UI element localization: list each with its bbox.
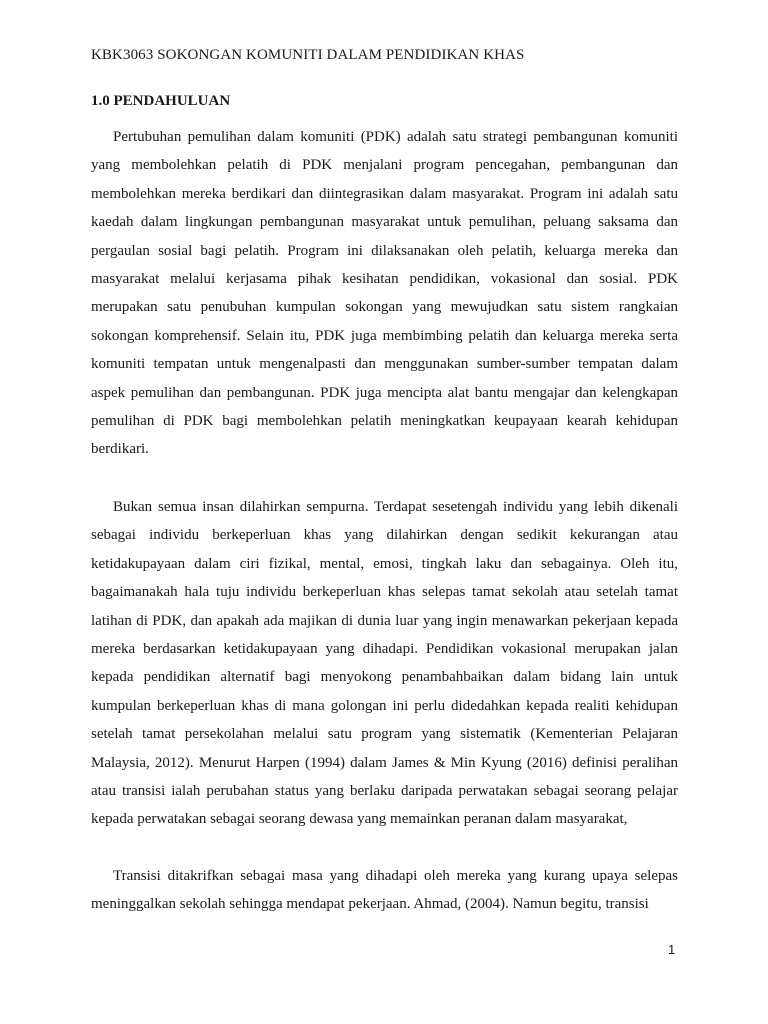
paragraph-2: Bukan semua insan dilahirkan sempurna. Terdapat sesetengah individu yang lebih dikenali sebagai individu berkeperluan khas yang dilahirkan dengan sedikit kekurangan atau ketidakupayaan dalam ciri fizikal, mental, emosi, tingkah laku dan sebagainya. Oleh itu, bagaimanakah hala tuju individu berkeperluan khas selepas tamat sekolah atau setelah tamat latihan di PDK, dan apakah ada majikan di dunia luar yang ingin menawarkan pekerjaan kepada mereka berdasarkan ketidakupayaan yang dihadapi. Pendidikan vokasional merupakan jalan kepada pendidikan alternatif bagi menyokong penambahbaikan dalam bidang lain untuk kumpulan berkeperluan khas di mana golongan ini perlu didedahkan kepada realiti kehidupan setelah tamat persekolahan melalui satu program yang sistematik (Kementerian Pelajaran Malaysia, 2012). Menurut Harpen (1994) dalam James & Min Kyung (2016) definisi peralihan atau transisi ialah perubahan status yang berlaku daripada perwatakan sebagai seorang pelajar kepada perwatakan sebagai seorang dewasa yang memainkan peranan dalam masyarakat, [91,499,678,828]
page-number: 1 [668,942,676,957]
paragraph-1: Pertubuhan pemulihan dalam komuniti (PDK) adalah satu strategi pembangunan komuniti yang membolehkan pelatih di PDK menjalani program pencegahan, pembangunan dan membolehkan mereka berdikari dan diintegrasikan dalam masyarakat. Program ini adalah satu kaedah dalam lingkungan pembangunan masyarakat untuk pemulihan, peluang saksama dan pergaulan sosial bagi pelatih. Program ini dilaksanakan oleh pelatih, keluarga mereka dan masyarakat melalui kerjasama pihak kesihatan pendidikan, vokasional dan sosial. PDK merupakan satu penubuhan kumpulan sokongan yang mewujudkan satu sistem rangkaian sokongan komprehensif. Selain itu, PDK juga membimbing pelatih dan keluarga mereka serta komuniti tempatan untuk mengenalpasti dan menggunakan sumber-sumber tempatan dalam aspek pemulihan dan pembangunan. PDK juga mencipta alat bantu mengajar dan kelengkapan pemulihan di PDK bagi membolehkan pelatih meningkatkan keupayaan kearah kehidupan berdikari. [91,129,678,458]
paragraph-3: Transisi ditakrifkan sebagai masa yang dihadapi oleh mereka yang kurang upaya selepas meninggalkan sekolah sehingga mendapat pekerjaan. Ahmad, (2004). Namun begitu, transisi [91,868,678,913]
section-heading: 1.0 PENDAHULUAN [91,93,231,109]
running-header: KBK3063 SOKONGAN KOMUNITI DALAM PENDIDIKAN KHAS [91,47,525,63]
